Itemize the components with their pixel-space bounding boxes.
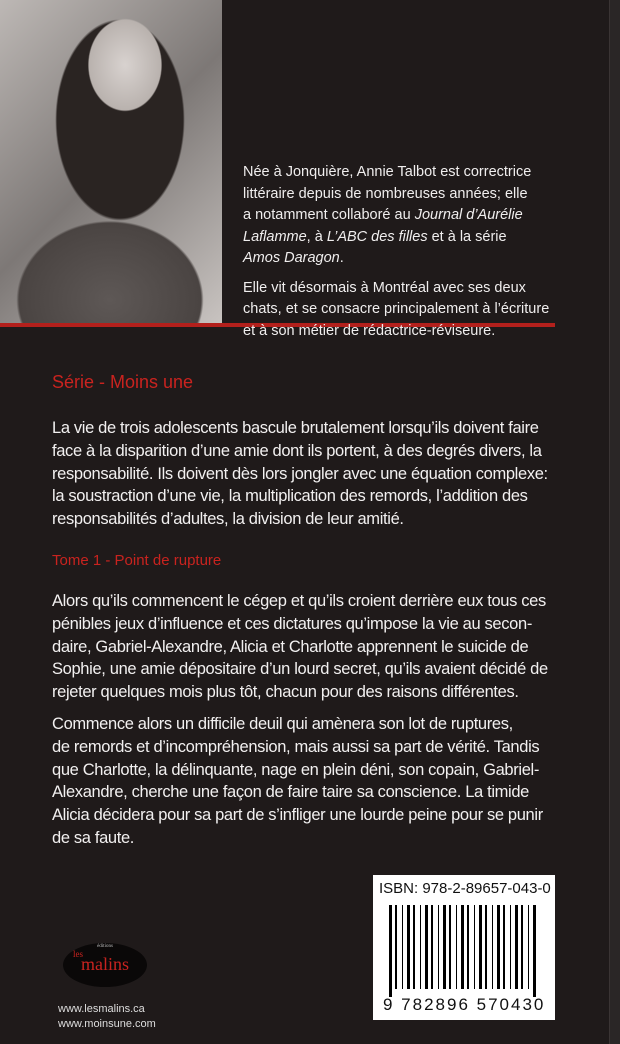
barcode-bar	[497, 905, 500, 989]
publisher-logo	[55, 935, 155, 990]
author-photo	[0, 0, 222, 325]
barcode-bar	[510, 905, 511, 989]
barcode	[389, 905, 539, 997]
tome-paragraph-1: Alors qu’ils commencent le cégep et qu’ils croient derrière eux tous ces pénibles jeux d’influence et ces dictatures qu’impose la vie au secon- daire, Gabriel-Alexandre, Alicia et Charlotte apprennent le suicide de Sophie, une amie dépositaire d’un lourd secret, qu’ils avaient décidé de rejeter quelques mois plus tôt, chacun pour des raisons différentes.	[52, 592, 548, 702]
barcode-bar	[413, 905, 415, 989]
series-title: Série - Moins une	[52, 372, 194, 392]
barcode-bar	[438, 905, 439, 989]
url-series[interactable]: www.moinsune.com	[58, 1018, 156, 1030]
barcode-bar	[485, 905, 487, 989]
svg-text:les: les	[73, 949, 83, 959]
barcode-bar	[425, 905, 428, 989]
barcode-bar	[443, 905, 446, 989]
tome-paragraph-2: Commence alors un difficile deuil qui amènera son lot de ruptures, de remords et d’incompréhension, mais aussi sa part de vérité. Tandis que Charlotte, la délinquante, nage en plein déni, son copain, Gabriel- Alexandre, cherche une façon de faire taire sa conscience. La timide Alicia décidera pour sa part de s’infliger une lourde peine pour se punir de sa faute.	[52, 715, 543, 847]
barcode-bar	[456, 905, 457, 989]
spine-edge	[609, 0, 620, 1044]
barcode-bar	[449, 905, 451, 989]
barcode-bar	[479, 905, 482, 989]
url-publisher[interactable]: www.lesmalins.ca	[58, 1003, 145, 1015]
barcode-bar	[521, 905, 523, 989]
barcode-bar	[492, 905, 493, 989]
website-links	[58, 1002, 156, 1032]
barcode-bar	[533, 905, 536, 997]
isbn-label: ISBN: 978-2-89657-043-0	[379, 880, 551, 897]
barcode-bar	[467, 905, 469, 989]
tome-title: Tome 1 - Point de rupture	[52, 552, 222, 569]
author-bio	[243, 162, 549, 350]
barcode-bar	[395, 905, 397, 989]
barcode-bar	[474, 905, 475, 989]
barcode-bar	[528, 905, 529, 989]
barcode-bar	[461, 905, 464, 989]
barcode-bar	[431, 905, 433, 989]
svg-text:éditions: éditions	[97, 944, 113, 949]
bio-paragraph-1: Née à Jonquière, Annie Talbot est correctrice littéraire depuis de nombreuses années; elle a notamment collaboré au Journal d’Aurélie Laflamme, à L’ABC des filles et à la série Amos Daragon.	[243, 164, 532, 266]
series-summary: La vie de trois adolescents bascule brutalement lorsqu’ils doivent faire face à la disparition d’une amie dont ils portent, à des degrés divers, la responsabilité. Ils doivent dès lors jongler avec une équation complexe: la soustraction d’une vie, la multiplication des remords, l’addition des responsabilités d’adultes, la division de leur amitié.	[52, 419, 548, 529]
barcode-bar	[402, 905, 403, 989]
barcode-bar	[515, 905, 518, 989]
bio-paragraph-2: Elle vit désormais à Montréal avec ses deux chats, et se consacre principalement à l’écriture et à son métier de rédactrice-réviseure.	[243, 279, 550, 339]
barcode-number: 9 782896 570430	[383, 995, 546, 1014]
barcode-bar	[420, 905, 421, 989]
barcode-bar	[503, 905, 505, 989]
svg-text:malins: malins	[81, 954, 129, 974]
barcode-bar	[407, 905, 410, 989]
barcode-bar	[389, 905, 392, 997]
isbn-barcode-box	[373, 875, 555, 1020]
